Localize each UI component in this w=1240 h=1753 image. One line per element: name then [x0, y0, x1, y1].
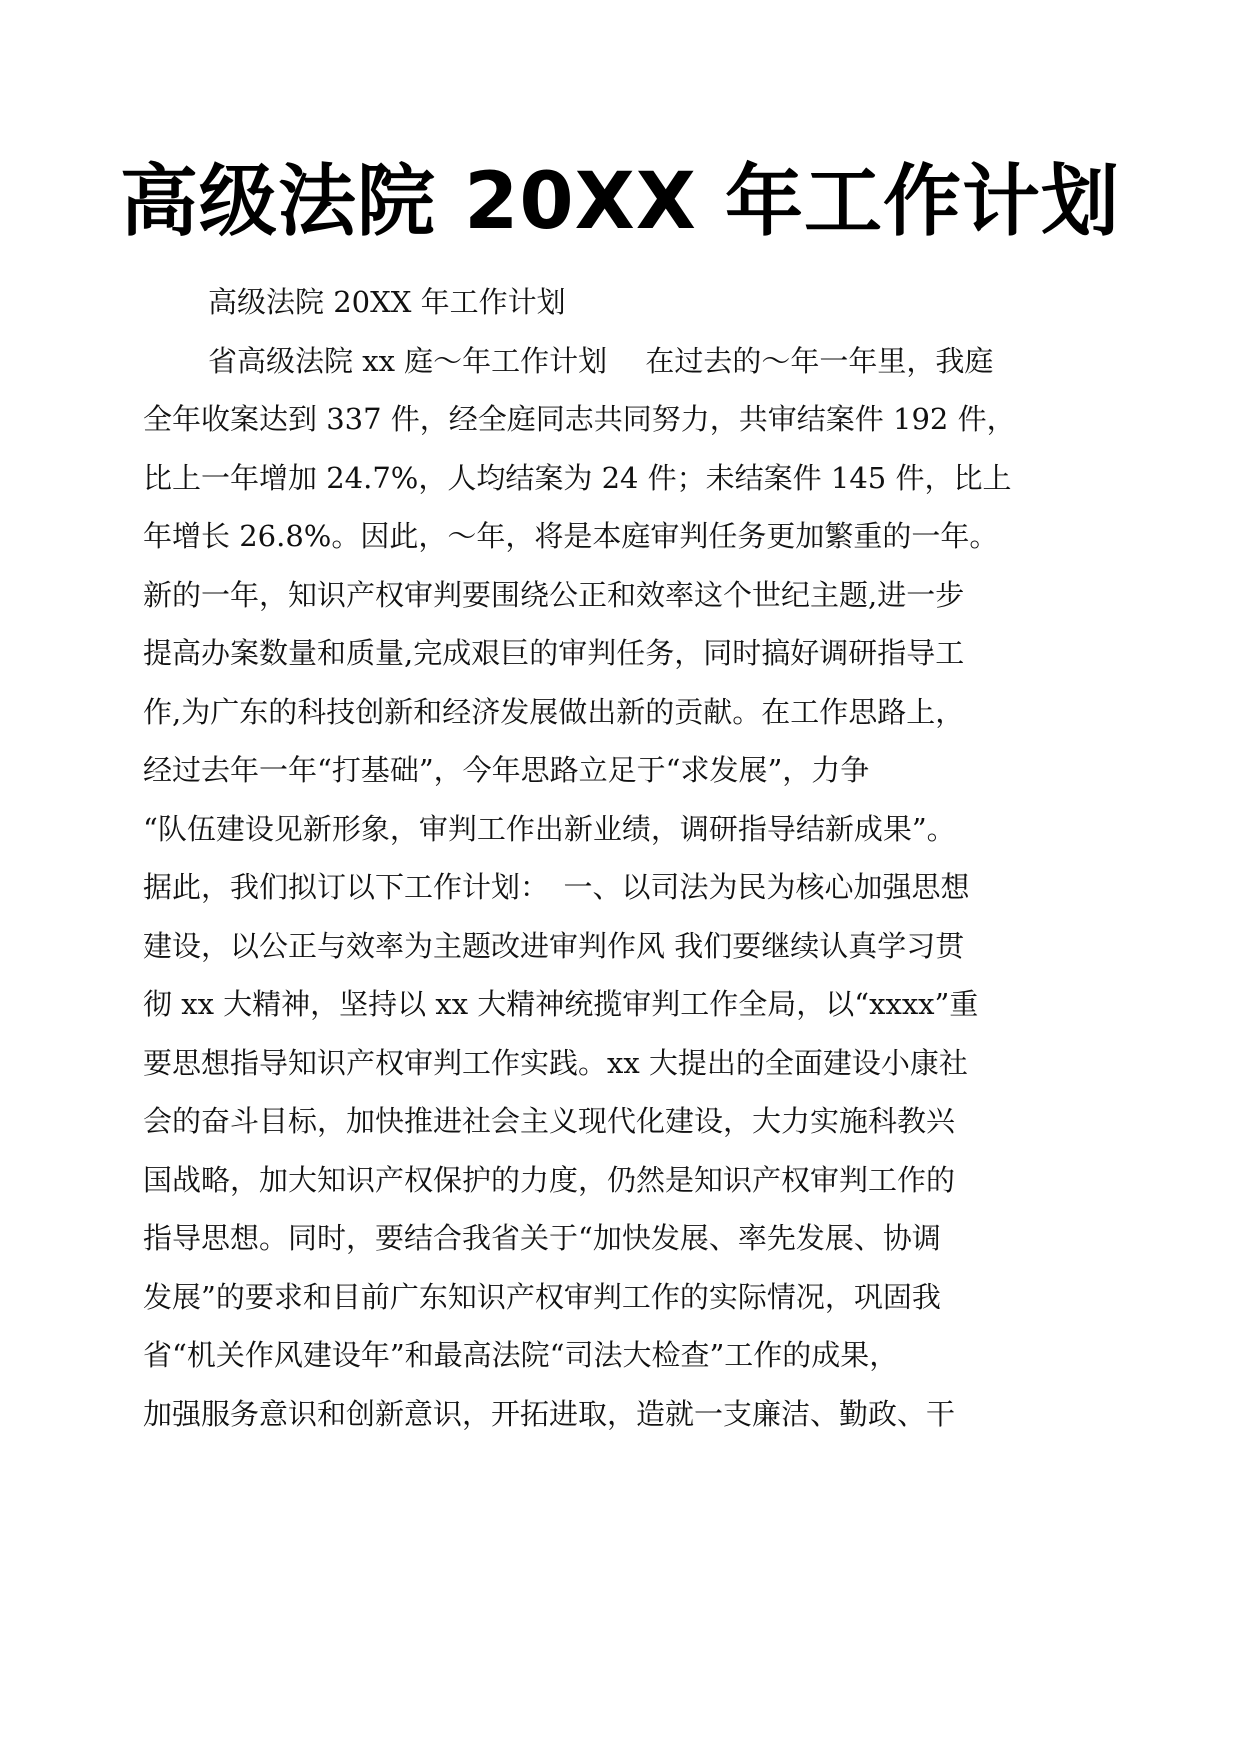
body-line: 国战略，加大知识产权保护的力度，仍然是知识产权审判工作的	[143, 1163, 956, 1197]
body-line: 发展”的要求和目前广东知识产权审判工作的实际情况，巩固我	[143, 1280, 941, 1314]
body-line: 据此，我们拟订以下工作计划： 一、以司法为民为核心加强思想	[143, 870, 970, 904]
body-line: 新的一年，知识产权审判要围绕公正和效率这个世纪主题,进一步	[143, 578, 965, 612]
body-line: 会的奋斗目标，加快推进社会主义现代化建设，大力实施科教兴	[143, 1104, 956, 1138]
body-line: “队伍建设见新形象，审判工作出新业绩，调研指导结新成果”。	[143, 812, 956, 846]
body-line: 作,为广东的科技创新和经济发展做出新的贡献。在工作思路上，	[143, 695, 965, 729]
body-line: 高级法院 20XX 年工作计划	[208, 285, 566, 319]
body-line: 省“机关作风建设年”和最高法院“司法大检查”工作的成果，	[143, 1338, 899, 1372]
body-line: 经过去年一年“打基础”，今年思路立足于“求发展”，力争	[143, 753, 870, 787]
body-line: 指导思想。同时，要结合我省关于“加快发展、率先发展、协调	[143, 1221, 941, 1255]
body-line: 彻 xx 大精神，坚持以 xx 大精神统揽审判工作全局，以“xxxx”重	[143, 987, 979, 1021]
body-line: 提高办案数量和质量,完成艰巨的审判任务，同时搞好调研指导工	[143, 636, 965, 670]
body-line: 年增长 26.8%。因此，～年，将是本庭审判任务更加繁重的一年。	[143, 519, 999, 553]
body-line: 要思想指导知识产权审判工作实践。xx 大提出的全面建设小康社	[143, 1046, 968, 1080]
body-line: 加强服务意识和创新意识，开拓进取，造就一支廉洁、勤政、干	[143, 1397, 956, 1431]
body-line: 建设，以公正与效率为主题改进审判作风 我们要继续认真学习贯	[143, 929, 965, 963]
body-line: 省高级法院 xx 庭～年工作计划 在过去的～年一年里，我庭	[208, 344, 994, 378]
body-line: 全年收案达到 337 件，经全庭同志共同努力，共审结案件 192 件，	[143, 402, 1016, 436]
body-line: 比上一年增加 24.7%，人均结案为 24 件；未结案件 145 件，比上	[143, 461, 1012, 495]
document-title: 高级法院 20XX 年工作计划	[119, 157, 1121, 247]
